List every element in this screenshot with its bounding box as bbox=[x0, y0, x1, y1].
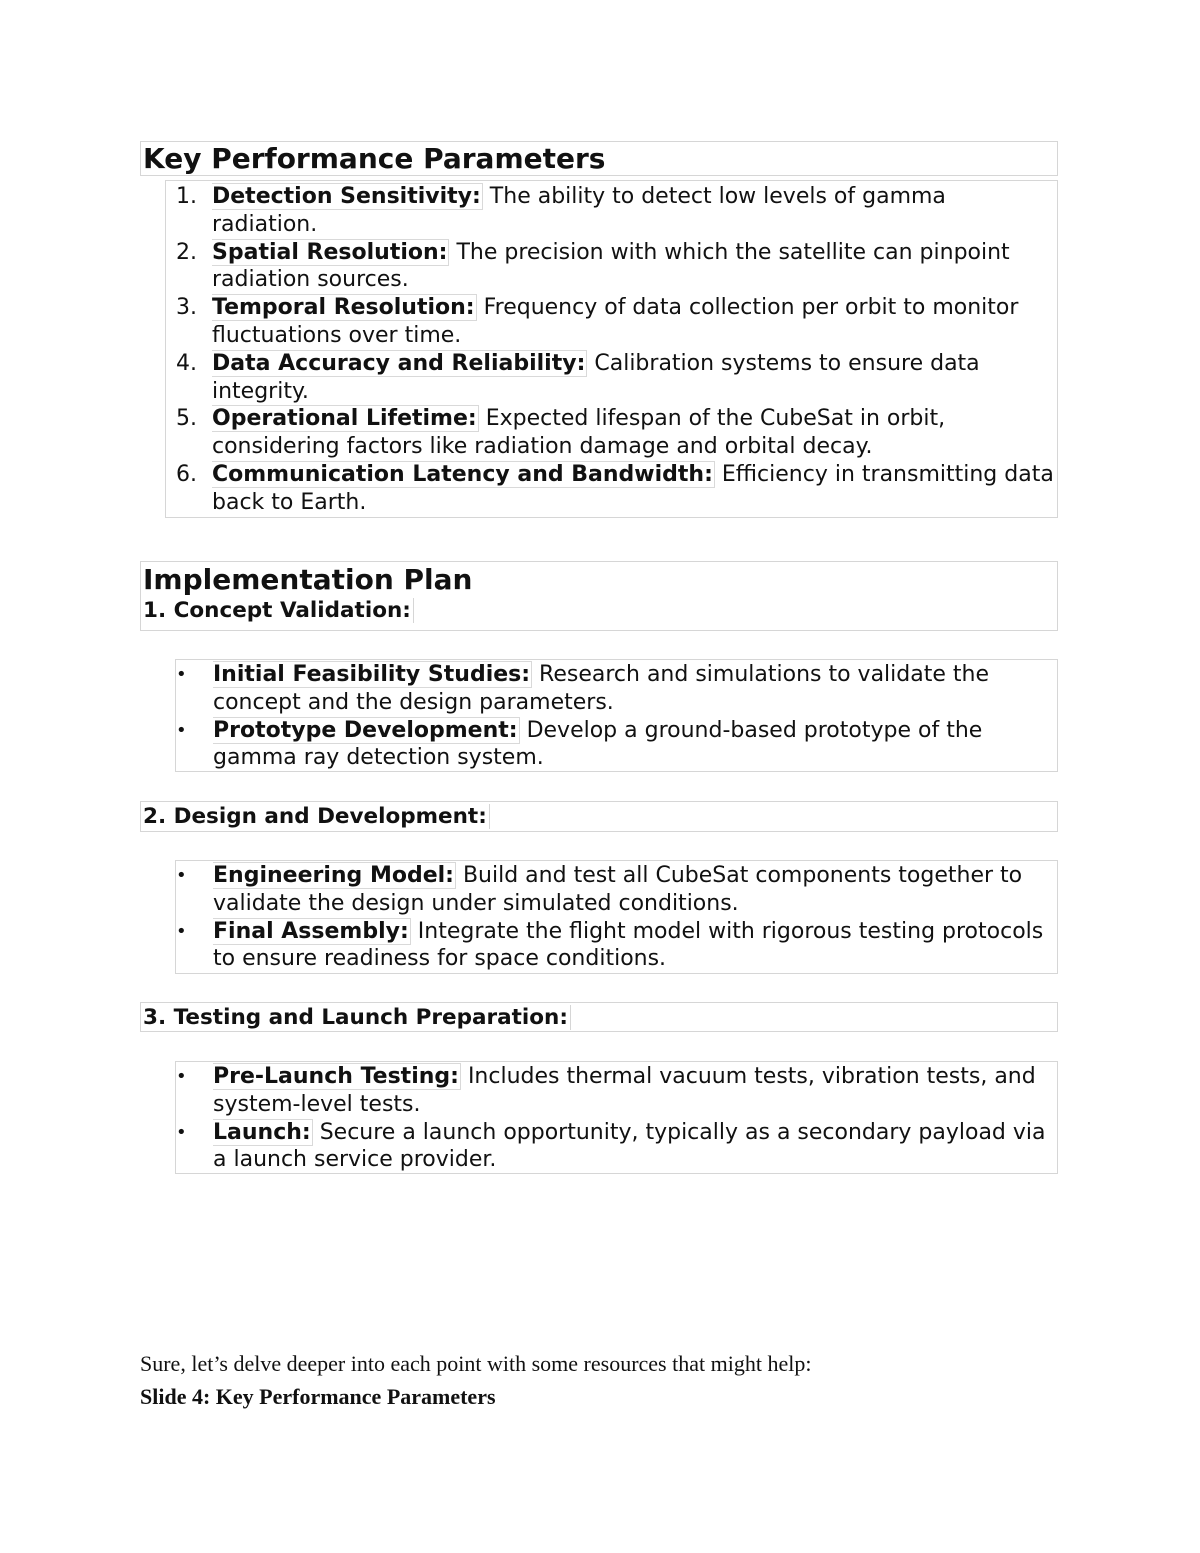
kpp-item-label: Detection Sensitivity: bbox=[212, 184, 481, 209]
kpp-item-number: 6. bbox=[176, 461, 197, 487]
kpp-item-5 bbox=[166, 405, 1057, 461]
kpp-item-number: 3. bbox=[176, 295, 197, 321]
phase-2-item-1 bbox=[176, 862, 1057, 918]
plan-heading-box bbox=[140, 561, 1058, 631]
phase-item-text: Develop a ground-based prototype of the gamma ray detection system. bbox=[213, 717, 983, 771]
bullet-icon: • bbox=[176, 1066, 187, 1087]
phase-item-text: Secure a launch opportunity, typically as a secondary payload via a launch service provider. bbox=[213, 1119, 1046, 1173]
plan-title: Implementation Plan bbox=[143, 563, 473, 596]
bullet-icon: • bbox=[176, 865, 187, 886]
phase-item-text: Includes thermal vacuum tests, vibration tests, and system-level tests. bbox=[213, 1064, 1036, 1117]
phase-3-item-2 bbox=[176, 1119, 1057, 1175]
phase-item-text: Integrate the flight model with rigorous testing protocols to ensure readiness for space conditions. bbox=[213, 918, 1044, 972]
kpp-item-text: Efficiency in transmitting data back to Earth. bbox=[212, 461, 1054, 515]
phase-item-label: Pre-Launch Testing: bbox=[213, 1064, 459, 1089]
kpp-item-number: 2. bbox=[176, 239, 197, 265]
kpp-item-number: 1. bbox=[176, 184, 197, 209]
kpp-item-text: Calibration systems to ensure data integrity. bbox=[212, 350, 980, 404]
kpp-item-label: Data Accuracy and Reliability: bbox=[212, 350, 586, 376]
slide-heading: Slide 4: Key Performance Parameters bbox=[140, 1384, 496, 1409]
kpp-item-label: Spatial Resolution: bbox=[212, 239, 448, 265]
kpp-item-text: The ability to detect low levels of gamma radiation. bbox=[212, 184, 946, 237]
kpp-item-number: 5. bbox=[176, 406, 197, 432]
phase-item-label: Engineering Model: bbox=[213, 863, 454, 888]
bullet-icon: • bbox=[176, 719, 187, 741]
phase-item-text: Build and test all CubeSat components together to validate the design under simulated conditions. bbox=[213, 863, 1023, 916]
bullet-icon: • bbox=[176, 1121, 187, 1143]
kpp-item-6 bbox=[166, 461, 1057, 517]
kpp-item-1 bbox=[166, 183, 1057, 239]
kpp-item-label: Operational Lifetime: bbox=[212, 406, 477, 432]
kpp-item-text: Expected lifespan of the CubeSat in orbit, considering factors like radiation damage and orbital decay. bbox=[212, 406, 946, 460]
phase-3-heading-text: 3. Testing and Launch Preparation: bbox=[143, 1005, 571, 1030]
phase-3-list bbox=[175, 1061, 1058, 1174]
phase-item-label: Final Assembly: bbox=[213, 918, 409, 944]
kpp-item-number: 4. bbox=[176, 350, 197, 376]
phase-3-item-1 bbox=[176, 1063, 1057, 1119]
kpp-list bbox=[165, 180, 1058, 518]
intro-paragraph: Sure, let’s delve deeper into each point with some resources that might help: bbox=[140, 1351, 812, 1376]
phase-item-label: Prototype Development: bbox=[213, 717, 518, 743]
phase-1-heading bbox=[143, 597, 1057, 624]
phase-1-item-2 bbox=[176, 717, 1057, 773]
kpp-title: Key Performance Parameters bbox=[143, 142, 606, 175]
kpp-item-2 bbox=[166, 239, 1057, 295]
phase-item-label: Launch: bbox=[213, 1119, 311, 1145]
kpp-item-text: The precision with which the satellite can pinpoint radiation sources. bbox=[212, 239, 1010, 293]
kpp-item-label: Temporal Resolution: bbox=[212, 295, 475, 321]
phase-1-heading-text: 1. Concept Validation: bbox=[143, 598, 414, 623]
phase-1-list bbox=[175, 659, 1058, 772]
phase-3-heading-box bbox=[140, 1002, 1058, 1032]
phase-1-item-1 bbox=[176, 661, 1057, 717]
phase-2-heading-text: 2. Design and Development: bbox=[143, 804, 490, 829]
phase-3-heading bbox=[143, 1004, 1057, 1031]
bullet-icon: • bbox=[176, 664, 187, 685]
kpp-item-text: Frequency of data collection per orbit to monitor fluctuations over time. bbox=[212, 295, 1019, 348]
phase-item-label: Initial Feasibility Studies: bbox=[213, 662, 531, 687]
kpp-item-4 bbox=[166, 350, 1057, 406]
kpp-item-3 bbox=[166, 294, 1057, 350]
phase-2-item-2 bbox=[176, 918, 1057, 974]
kpp-item-label: Communication Latency and Bandwidth: bbox=[212, 461, 713, 487]
kpp-heading-box bbox=[140, 141, 1058, 176]
phase-2-list bbox=[175, 860, 1058, 974]
bullet-icon: • bbox=[176, 920, 187, 942]
phase-2-heading bbox=[143, 803, 1057, 830]
phase-2-heading-box bbox=[140, 801, 1058, 832]
phase-item-text: Research and simulations to validate the concept and the design parameters. bbox=[213, 662, 989, 715]
